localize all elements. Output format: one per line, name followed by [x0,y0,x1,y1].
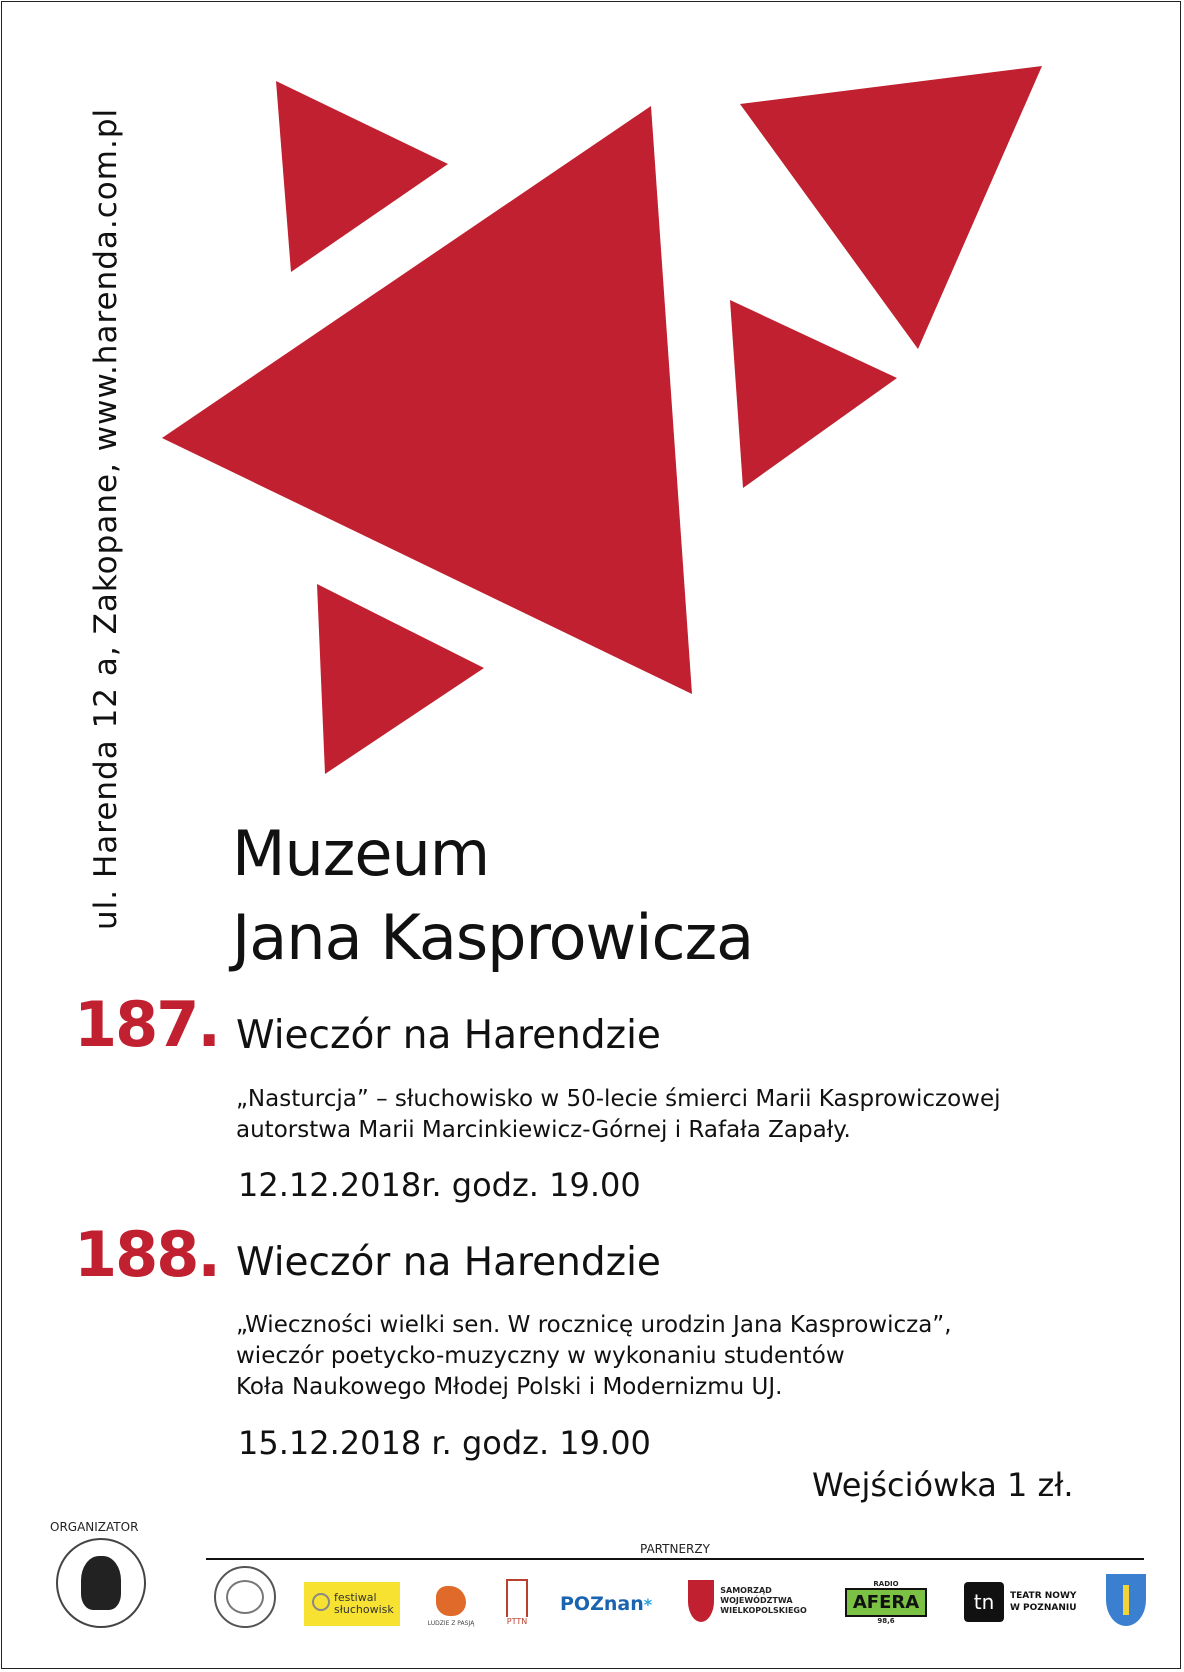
entry-fee: Wejściówka 1 zł. [812,1466,1074,1504]
event-date: 15.12.2018 r. godz. 19.00 [238,1424,651,1462]
organizer-label: ORGANIZATOR [50,1520,139,1534]
event-heading: Wieczór na Harendzie [236,1240,661,1285]
event-description [236,1310,952,1403]
key-icon [1123,1585,1129,1615]
microphone-icon [312,1593,330,1611]
zakopane-crest-logo [1106,1574,1146,1626]
page-title [232,812,753,980]
event-number: 188. [74,1218,219,1291]
large-triangle [162,106,692,694]
title-line-2: Jana Kasprowicza [232,901,754,974]
event-description [236,1084,1001,1146]
radio-afera-logo: RADIO AFERA 98,6 [848,1576,924,1628]
partners-divider [206,1558,1144,1560]
description-line: „Nasturcja” – słuchowisko w 50-lecie śmierci Marii Kasprowiczowej [236,1086,1001,1112]
small-triangle-right [730,300,897,488]
description-line: Koła Naukowego Młodej Polski i Modernizmu UJ. [236,1374,783,1400]
teatr-nowy-logo: tn TEATR NOWY W POZNANIU [964,1580,1082,1624]
event-date: 12.12.2018r. godz. 19.00 [238,1166,641,1204]
portrait-silhouette-icon [81,1556,121,1610]
event-number: 187. [74,988,219,1061]
festiwal-sluchowisk-logo: festiwal słuchowisk [304,1582,400,1626]
address-vertical: ul. Harenda 12 a, Zakopane, www.harenda.com.pl [88,107,124,930]
title-line-1: Muzeum [232,817,490,890]
tower-icon [506,1579,528,1617]
partners-label: PARTNERZY [640,1542,710,1556]
description-line: wieczór poetycko-muzyczny w wykonaniu studentów [236,1343,845,1369]
ptn-logo: PTTN [502,1574,532,1630]
samorzad-wielkopolski-logo: SAMORZĄD WOJEWÓDZTWA WIELKOPOLSKIEGO [688,1578,818,1624]
small-triangle-top-left [276,81,448,272]
bydgoszcz-logo: LUDZIE Z PASJĄ [430,1578,472,1634]
triangle-top-right [740,66,1042,349]
description-line: autorstwa Marii Marcinkiewicz-Górnej i Rafała Zapały. [236,1117,851,1143]
description-line: „Wieczności wielki sen. W rocznicę urodzin Jana Kasprowicza”, [236,1312,952,1338]
event-heading: Wieczór na Harendzie [236,1013,661,1058]
organizer-seal-logo [56,1538,146,1628]
society-seal-logo [214,1566,276,1628]
eagle-shield-icon [688,1580,714,1622]
small-triangle-bottom [317,584,484,774]
poznan-logo: POZnan * [560,1593,653,1615]
